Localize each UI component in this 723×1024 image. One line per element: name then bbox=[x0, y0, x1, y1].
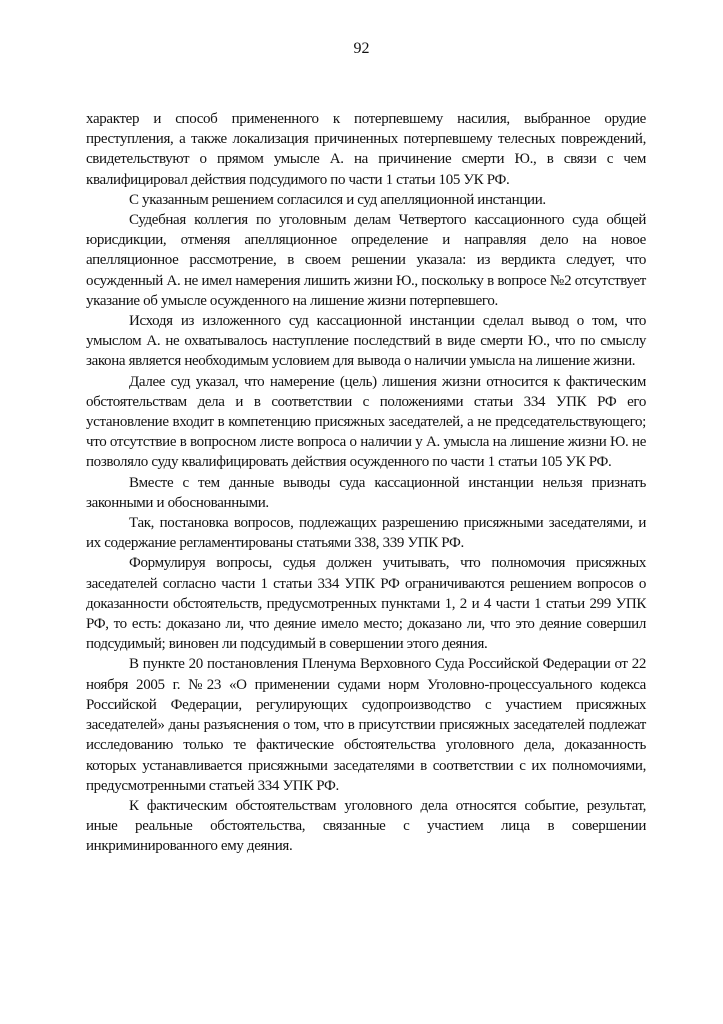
paragraph-5: Далее суд указал, что намерение (цель) лишения жизни относится к фактическим обстоятельствам дела и в соответствии с положениями статьи 334 УПК РФ его установление входит в компетенцию присяжных заседателей, а не председательствующего; что отсутствие в вопросном листе вопроса о наличии у А. умысла на лишение жизни Ю. не позволяло суду квалифицировать действия осужденного по части 1 статьи 105 УК РФ. bbox=[86, 373, 646, 471]
paragraph-6: Вместе с тем данные выводы суда кассационной инстанции нельзя признать законными и обоснованными. bbox=[86, 474, 646, 511]
paragraph-7: Так, постановка вопросов, подлежащих разрешению присяжными заседателями, и их содержание регламентированы статьями 338, 339 УПК РФ. bbox=[86, 515, 646, 552]
document-body bbox=[86, 109, 646, 857]
paragraph-9: В пункте 20 постановления Пленума Верховного Суда Российской Федерации от 22 ноября 2005 г. №23 «О применении судами норм Уголовно-процессуального кодекса Российской Федерации, регулирующих судопроизводство с участием присяжных заседателей» даны разъяснения о том, что в присутствии присяжных заседателей подлежат исследованию только те фактические обстоятельства уголовного дела, доказанность которых устанавливается присяжными заседателями в соответствии с их полномочиями, предусмотренными статьей 334 УПК РФ. bbox=[86, 656, 646, 794]
page-number: 92 bbox=[353, 40, 370, 57]
paragraph-8: Формулируя вопросы, судья должен учитывать, что полномочия присяжных заседателей согласно части 1 статьи 334 УПК РФ ограничиваются решением вопросов о доказанности обстоятельств, предусмотренных пунктами 1, 2 и 4 части 1 статьи 299 УПК РФ, то есть: доказано ли, что деяние имело место; доказано ли, что это деяние совершил подсудимый; виновен ли подсудимый в совершении этого деяния. bbox=[86, 555, 646, 653]
paragraph-10: К фактическим обстоятельствам уголовного дела относятся событие, результат, иные реальные обстоятельства, связанные с участием лица в совершении инкриминированного ему деяния. bbox=[86, 797, 646, 855]
paragraph-4: Исходя из изложенного суд кассационной инстанции сделал вывод о том, что умыслом А. не охватывалось наступление последствий в виде смерти Ю., что по смыслу закона является необходимым условием для вывода о наличии умысла на лишение жизни. bbox=[86, 313, 646, 370]
paragraph-1: характер и способ примененного к потерпевшему насилия, выбранное орудие преступления, а также локализация причиненных потерпевшему телесных повреждений, свидетельствуют о прямом умысле А. на причинение смерти Ю., в связи с чем квалифицировал действия подсудимого по части 1 статьи 105 УК РФ. bbox=[86, 111, 646, 188]
paragraph-3: Судебная коллегия по уголовным делам Четвертого кассационного суда общей юрисдикции, отменяя апелляционное определение и направляя дело на новое апелляционное рассмотрение, в своем решении указала: из вердикта следует, что осужденный А. не имел намерения лишить жизни Ю., поскольку в вопросе №2 отсутствует указание об умысле осужденного на лишение жизни потерпевшего. bbox=[86, 212, 646, 309]
paragraph-2: С указанным решением согласился и суд апелляционной инстанции. bbox=[129, 191, 546, 208]
